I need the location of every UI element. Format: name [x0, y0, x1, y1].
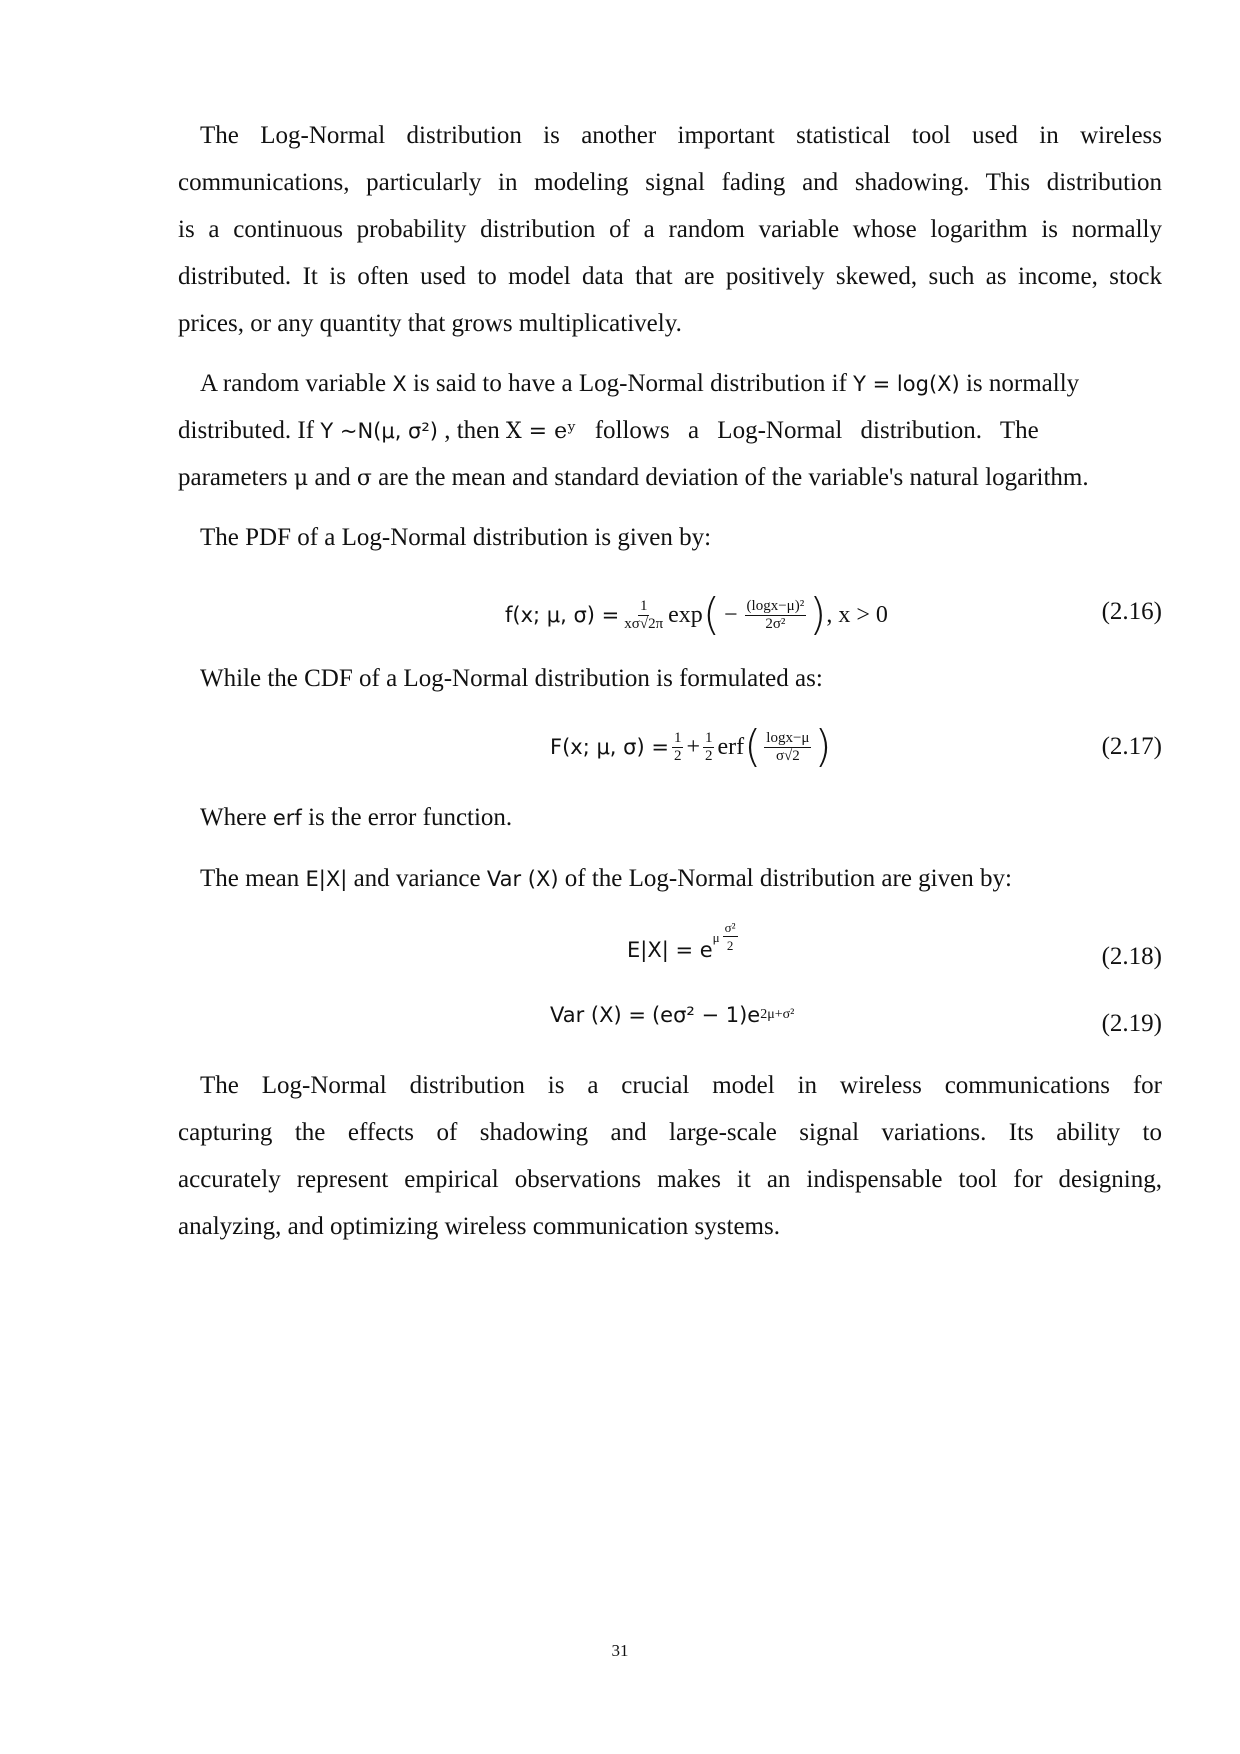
erf-note — [200, 803, 1162, 833]
eq218-exp-denominator: 2 — [726, 937, 734, 953]
paragraph-2-line-2 — [178, 416, 1162, 447]
final-paragraph-line-3: accurately represent empirical observations makes it an indispensable tool for designing, — [178, 1166, 1162, 1193]
erf-term: erf — [272, 806, 302, 830]
eq218-exp-fraction — [723, 919, 738, 954]
paragraph-1-line-1: The Log-Normal distribution is another important statistical tool used in wireless — [200, 122, 1162, 149]
p2-l1-post: is normally — [959, 370, 1080, 397]
pdf-intro: The PDF of a Log-Normal distribution is given by: — [200, 524, 712, 551]
eq217-erf: erf — [717, 734, 745, 760]
math-x-equals-e-y: X = eʸ — [506, 419, 577, 444]
p2-l1-mid: is said to have a Log-Normal distribution if — [406, 370, 854, 397]
left-paren: ( — [702, 589, 720, 640]
eq219-body: (eσ² − 1)e — [651, 1003, 761, 1027]
eq218-exp-mu: μ — [712, 930, 720, 945]
equation-number-2-16: (2.16) — [1101, 598, 1162, 625]
p2-l1-pre: A random variable — [200, 370, 393, 397]
p2-l1-text — [200, 369, 1079, 399]
half-numerator: 1 — [704, 729, 713, 746]
equation-2-16 — [505, 590, 888, 640]
equation-2-19: Var (X) = (eσ² − 1)e 2μ+σ² — [550, 995, 794, 1035]
math-mu: μ — [293, 466, 309, 491]
eq217-plus: + — [686, 734, 700, 760]
half-denominator: 2 — [704, 747, 713, 764]
eq216-denominator: xσ√2π — [624, 615, 664, 632]
p2-l2-pre: distributed. If — [178, 417, 321, 444]
page-number: 31 — [611, 1641, 629, 1660]
eq218-exp-numerator: σ² — [724, 919, 736, 935]
eq218-lhs: E|X| = e — [627, 938, 713, 962]
half-numerator: 1 — [673, 729, 682, 746]
eq216-exp: exp — [668, 602, 703, 628]
paragraph-2-line-1 — [200, 369, 1162, 399]
paragraph-1-line-4: distributed. It is often used to model data that are positively skewed, such as income, stock — [178, 263, 1162, 290]
eq217-inner-denominator: σ√2 — [775, 747, 800, 764]
eq217-inner-numerator: logx−μ — [766, 729, 810, 746]
p2-l3-mid: and — [308, 464, 357, 491]
math-sigma: σ — [356, 466, 372, 491]
mean-variance-intro — [200, 864, 1162, 894]
math-mean: E|X| — [305, 867, 348, 891]
math-y-equals-log-x: Y = log(X) — [853, 372, 960, 396]
right-paren: ) — [814, 721, 832, 772]
equation-number-2-18: (2.18) — [1101, 943, 1162, 970]
paragraph-2-line-3 — [178, 463, 1162, 494]
eq217-half-1 — [672, 730, 684, 765]
paragraph-1-line-2: communications, particularly in modeling signal fading and shadowing. This distribution — [178, 169, 1162, 196]
eq216-fraction — [622, 598, 665, 633]
half-denominator: 2 — [673, 747, 682, 764]
eq216-tail: , x > 0 — [826, 602, 888, 628]
p2-l2-post: follows a Log-Normal distribution. The — [576, 417, 1039, 444]
p2-l2-mid: , then — [437, 417, 507, 444]
equation-2-17 — [550, 722, 832, 772]
eq216-minus: − — [723, 602, 738, 628]
mv-mid: and variance — [347, 865, 487, 892]
equation-number-2-17: (2.17) — [1101, 733, 1162, 760]
right-paren: ) — [809, 589, 827, 640]
equation-2-18 — [627, 919, 741, 975]
eq216-lhs: f(x; μ, σ) = — [505, 603, 620, 627]
math-X: X — [392, 372, 407, 396]
equation-number-2-19: (2.19) — [1101, 1010, 1162, 1037]
p2-l3-post: are the mean and standard deviation of the variable's natural logarithm. — [371, 464, 1089, 491]
eq216-inner-numerator: (logx−μ)² — [746, 597, 805, 614]
mv-post: of the Log-Normal distribution are given by: — [558, 865, 1012, 892]
eq217-half-2 — [703, 730, 715, 765]
eq219-lhs: Var (X) = — [550, 1003, 646, 1027]
math-variance: Var (X) — [486, 867, 559, 891]
eq217-inner-fraction — [764, 730, 811, 765]
eq216-inner-denominator: 2σ² — [765, 615, 786, 632]
p2-l3-pre: parameters — [178, 464, 294, 491]
eq217-lhs: F(x; μ, σ) = — [550, 735, 669, 759]
math-y-normal: Y ~N(μ, σ²) — [320, 419, 438, 443]
eq216-inner-fraction — [745, 598, 807, 633]
final-paragraph-line-2: capturing the effects of shadowing and large-scale signal variations. Its ability to — [178, 1119, 1162, 1146]
final-paragraph-line-1: The Log-Normal distribution is a crucial model in wireless communications for — [200, 1072, 1162, 1099]
left-paren: ( — [744, 721, 762, 772]
erf-note-pre: Where — [200, 804, 273, 831]
paragraph-1-line-3: is a continuous probability distribution of a random variable whose logarithm is normally — [178, 216, 1162, 243]
final-paragraph-line-4: analyzing, and optimizing wireless communication systems. — [178, 1213, 780, 1240]
paragraph-1-line-5: prices, or any quantity that grows multiplicatively. — [178, 310, 682, 337]
eq216-numerator: 1 — [639, 597, 648, 614]
cdf-intro: While the CDF of a Log-Normal distribution is formulated as: — [200, 665, 823, 692]
mv-pre: The mean — [200, 865, 306, 892]
erf-note-post: is the error function. — [301, 804, 513, 831]
